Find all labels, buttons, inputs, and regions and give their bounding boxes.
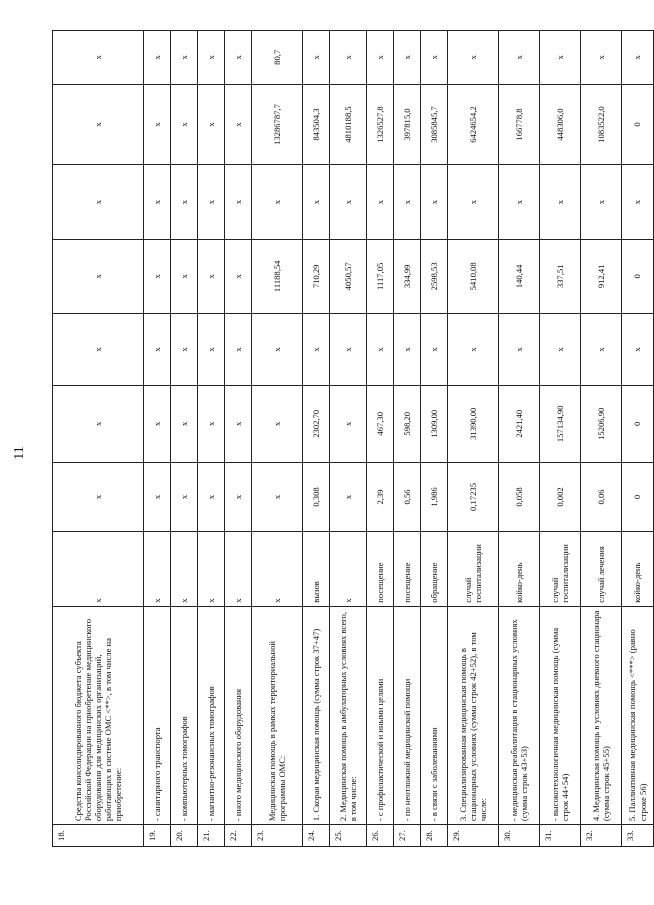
row-number: 24.: [303, 825, 330, 847]
row-unit: койко-день: [499, 532, 540, 606]
table-row: [171, 31, 198, 847]
cell-value: х: [448, 165, 499, 239]
cell-value: 397815,0: [394, 84, 421, 165]
row-unit: вызов: [303, 532, 330, 606]
row-number: 31.: [540, 825, 581, 847]
row-number: 21.: [198, 825, 225, 847]
cell-value: х: [622, 313, 654, 385]
cell-value: х: [421, 313, 448, 385]
row-unit: случай госпитализации: [540, 532, 581, 606]
cell-value: х: [53, 386, 144, 462]
cell-value: 0: [622, 84, 654, 165]
table-row: [421, 31, 448, 847]
cell-value: х: [144, 462, 171, 532]
cell-value: х: [144, 386, 171, 462]
cell-value: 15206,90: [581, 386, 622, 462]
row-name: Средства консолидированного бюджета субъекта Российской Федерации на приобретение медицинского оборудования для медицинских организаций, работающих в системе ОМС <**>, в том числе на приобретение:: [53, 606, 144, 824]
cell-value: х: [171, 84, 198, 165]
cell-value: х: [367, 165, 394, 239]
cell-value: х: [225, 313, 252, 385]
cell-value: х: [622, 31, 654, 85]
row-number: 20.: [171, 825, 198, 847]
cell-value: х: [330, 31, 367, 85]
cell-value: 6424654,2: [448, 84, 499, 165]
cell-value: х: [144, 165, 171, 239]
financing-table: [52, 30, 654, 847]
cell-value: х: [303, 313, 330, 385]
row-number: 19.: [144, 825, 171, 847]
table-row: [581, 31, 622, 847]
row-unit: обращение: [421, 532, 448, 606]
table-row: [303, 31, 330, 847]
cell-value: х: [144, 84, 171, 165]
cell-value: х: [303, 31, 330, 85]
row-unit: койко-день: [622, 532, 654, 606]
table-row: [225, 31, 252, 847]
cell-value: х: [198, 313, 225, 385]
row-unit: случай госпитализации: [448, 532, 499, 606]
cell-value: х: [171, 386, 198, 462]
row-number: 29.: [448, 825, 499, 847]
row-name: - санитарного транспорта: [144, 606, 171, 824]
table-row: [198, 31, 225, 847]
row-name: Медицинская помощь в рамках территориальной программы ОМС:: [252, 606, 303, 824]
row-number: 23.: [252, 825, 303, 847]
cell-value: х: [144, 239, 171, 313]
cell-value: х: [499, 31, 540, 85]
cell-value: 140,44: [499, 239, 540, 313]
cell-value: 0: [622, 239, 654, 313]
cell-value: х: [367, 313, 394, 385]
row-number: 32.: [581, 825, 622, 847]
row-name: - медицинская реабилитация в стационарных условиях (сумма строк 43+53): [499, 606, 540, 824]
cell-value: 912,41: [581, 239, 622, 313]
rotated-table-container: [52, 30, 648, 847]
row-unit: посещение: [394, 532, 421, 606]
cell-value: х: [330, 165, 367, 239]
cell-value: 4810188,5: [330, 84, 367, 165]
row-unit: х: [53, 532, 144, 606]
row-name: 3. Специализированная медицинская помощь в стационарных условиях (сумма строк 42+52), в том числе:: [448, 606, 499, 824]
table-row: [394, 31, 421, 847]
cell-value: 467,30: [367, 386, 394, 462]
cell-value: 0: [622, 462, 654, 532]
cell-value: х: [421, 165, 448, 239]
cell-value: х: [225, 165, 252, 239]
table-row: [252, 31, 303, 847]
cell-value: х: [171, 462, 198, 532]
cell-value: 598,20: [394, 386, 421, 462]
cell-value: х: [53, 462, 144, 532]
row-name: 4. Медицинская помощь в условиях дневного стационара (сумма строк 45+55): [581, 606, 622, 824]
cell-value: х: [540, 31, 581, 85]
cell-value: 1117,05: [367, 239, 394, 313]
cell-value: х: [225, 84, 252, 165]
row-unit: х: [144, 532, 171, 606]
cell-value: х: [367, 31, 394, 85]
cell-value: х: [448, 31, 499, 85]
cell-value: х: [198, 84, 225, 165]
row-unit: случай лечения: [581, 532, 622, 606]
row-number: 18.: [53, 825, 144, 847]
row-name: 5. Паллиативная медицинская помощь <***> (равно строке 56): [622, 606, 654, 824]
cell-value: 0,002: [540, 462, 581, 532]
cell-value: х: [330, 386, 367, 462]
cell-value: 1083522,0: [581, 84, 622, 165]
cell-value: 2421,40: [499, 386, 540, 462]
table-row: [448, 31, 499, 847]
cell-value: х: [171, 165, 198, 239]
cell-value: 1326527,8: [367, 84, 394, 165]
table-row: [53, 31, 144, 847]
row-number: 28.: [421, 825, 448, 847]
cell-value: х: [53, 31, 144, 85]
row-unit: посещение: [367, 532, 394, 606]
row-name: - компьютерных томографов: [171, 606, 198, 824]
cell-value: х: [622, 165, 654, 239]
cell-value: 2,39: [367, 462, 394, 532]
cell-value: х: [540, 165, 581, 239]
table-row: [540, 31, 581, 847]
cell-value: 0,06: [581, 462, 622, 532]
cell-value: 1,986: [421, 462, 448, 532]
cell-value: х: [198, 31, 225, 85]
table-row: [367, 31, 394, 847]
row-number: 33.: [622, 825, 654, 847]
row-number: 27.: [394, 825, 421, 847]
cell-value: 4050,57: [330, 239, 367, 313]
cell-value: х: [198, 239, 225, 313]
page-number: 11: [12, 446, 27, 460]
cell-value: 0,56: [394, 462, 421, 532]
cell-value: 13286787,7: [252, 84, 303, 165]
cell-value: х: [421, 31, 448, 85]
cell-value: х: [225, 31, 252, 85]
row-unit: х: [330, 532, 367, 606]
cell-value: х: [144, 31, 171, 85]
cell-value: х: [53, 84, 144, 165]
cell-value: 0,058: [499, 462, 540, 532]
cell-value: 31390,00: [448, 386, 499, 462]
cell-value: 80,7: [252, 31, 303, 85]
cell-value: 11188,54: [252, 239, 303, 313]
cell-value: х: [330, 313, 367, 385]
row-unit: х: [252, 532, 303, 606]
cell-value: х: [144, 313, 171, 385]
cell-value: 0: [622, 386, 654, 462]
cell-value: 3085845,7: [421, 84, 448, 165]
cell-value: х: [171, 31, 198, 85]
row-name: - в связи с заболеваниями: [421, 606, 448, 824]
row-name: - иного медицинского оборудования: [225, 606, 252, 824]
row-number: 25.: [330, 825, 367, 847]
cell-value: х: [394, 31, 421, 85]
cell-value: х: [252, 165, 303, 239]
cell-value: 157134,90: [540, 386, 581, 462]
cell-value: 710,29: [303, 239, 330, 313]
row-name: - по неотложной медицинской помощи: [394, 606, 421, 824]
row-unit: х: [225, 532, 252, 606]
cell-value: х: [581, 31, 622, 85]
table-row: [330, 31, 367, 847]
row-number: 22.: [225, 825, 252, 847]
table-row: [622, 31, 654, 847]
cell-value: х: [252, 313, 303, 385]
cell-value: х: [499, 313, 540, 385]
cell-value: х: [252, 462, 303, 532]
cell-value: 1309,00: [421, 386, 448, 462]
row-name: - высокотехнологичная медицинская помощь (сумма строк 44+54): [540, 606, 581, 824]
table-row: [144, 31, 171, 847]
row-unit: х: [198, 532, 225, 606]
cell-value: 0,308: [303, 462, 330, 532]
cell-value: 337,51: [540, 239, 581, 313]
cell-value: х: [198, 462, 225, 532]
row-name: 2. Медицинская помощь в амбулаторных условиях всего, в том числе:: [330, 606, 367, 824]
cell-value: х: [53, 239, 144, 313]
cell-value: х: [540, 313, 581, 385]
cell-value: 843504,3: [303, 84, 330, 165]
cell-value: х: [394, 165, 421, 239]
row-unit: х: [171, 532, 198, 606]
cell-value: 2598,53: [421, 239, 448, 313]
cell-value: 334,99: [394, 239, 421, 313]
cell-value: х: [252, 386, 303, 462]
row-number: 26.: [367, 825, 394, 847]
cell-value: 2302,70: [303, 386, 330, 462]
cell-value: х: [198, 165, 225, 239]
row-number: 30.: [499, 825, 540, 847]
cell-value: 0,17235: [448, 462, 499, 532]
cell-value: х: [581, 165, 622, 239]
row-name: 1. Скорая медицинская помощь (сумма строк 37+47): [303, 606, 330, 824]
cell-value: х: [171, 239, 198, 313]
cell-value: х: [171, 313, 198, 385]
cell-value: 448306,0: [540, 84, 581, 165]
cell-value: 5410,08: [448, 239, 499, 313]
row-name: - с профилактической и иными целями: [367, 606, 394, 824]
cell-value: х: [53, 165, 144, 239]
cell-value: х: [330, 462, 367, 532]
cell-value: х: [394, 313, 421, 385]
cell-value: х: [448, 313, 499, 385]
cell-value: 166778,8: [499, 84, 540, 165]
cell-value: х: [225, 462, 252, 532]
cell-value: х: [581, 313, 622, 385]
cell-value: х: [303, 165, 330, 239]
row-name: - магнитно-резонансных томографов: [198, 606, 225, 824]
cell-value: х: [225, 386, 252, 462]
table-row: [499, 31, 540, 847]
cell-value: х: [198, 386, 225, 462]
cell-value: х: [225, 239, 252, 313]
cell-value: х: [499, 165, 540, 239]
cell-value: х: [53, 313, 144, 385]
